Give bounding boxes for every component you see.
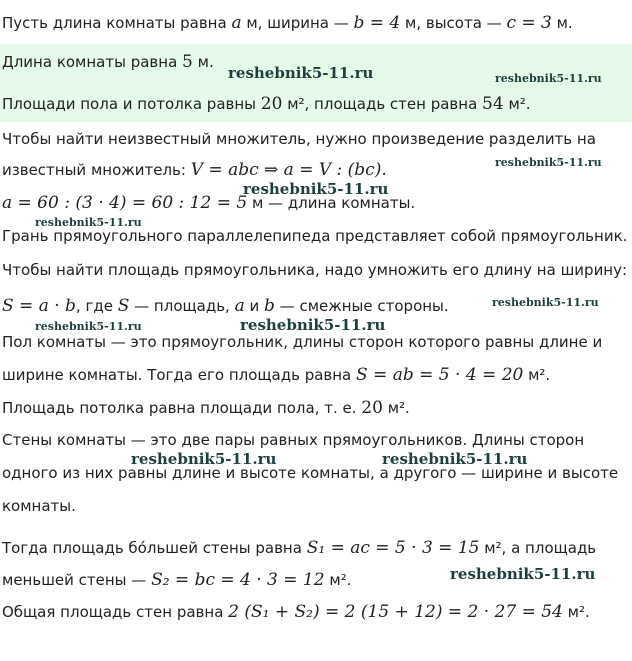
text: и [244,297,265,315]
text: комнаты. [2,497,76,515]
text: м. [551,14,573,32]
math: b = 4 [353,13,401,33]
math: b [264,296,275,316]
text-line-13 [2,430,584,450]
watermark: reshebnik5-11.ru [492,296,599,309]
math: a [234,296,245,316]
text: ширине комнаты. Тогда его площадь равна [2,366,357,384]
text: м². [523,366,551,384]
text: одного из них равны длине и высоте комнаты, а другого — ширине и высоте [2,464,619,482]
text: м². [324,571,352,589]
text-line-18 [2,602,590,622]
text-line-12 [2,398,410,418]
math: a = 60 : (3 · 4) = 60 : 12 = 5 [2,193,248,213]
math: 5 [182,52,193,72]
text-line-16 [2,538,596,558]
text: Общая площадь стен равна [2,603,229,621]
text: Площади пола и потолка равны [2,95,261,113]
text-line-4 [2,129,596,149]
text-line-9 [2,296,449,316]
text: м². [503,95,531,113]
text: Грань прямоугольного параллелепипеда представляет собой прямоугольник. [2,227,628,245]
watermark: reshebnik5-11.ru [240,316,386,334]
text: Чтобы найти неизвестный множитель, нужно произведение разделить на [2,130,596,148]
math: 54 [482,94,504,114]
math: 20 [260,94,283,114]
math: 2 (S₁ + S₂) = 2 (15 + 12) = 2 · 27 = 54 [228,602,563,622]
text-line-8 [2,260,627,280]
text: Чтобы найти площадь прямоугольника, надо умножить его длину на ширину: [2,261,628,279]
math: S₁ = ac = 5 · 3 = 15 [306,538,480,558]
watermark: reshebnik5-11.ru [382,450,528,468]
answer-line-areas [2,94,531,114]
text: — площадь, [129,297,235,315]
text: Площадь потолка равна площади пола, т. е. [2,399,362,417]
watermark: reshebnik5-11.ru [450,565,596,583]
math: c = 3 [506,13,552,33]
text: — смежные стороны. [274,297,449,315]
text-line-7 [2,226,627,246]
text-line-11 [2,365,550,385]
text: Тогда площадь бо́льшей стены равна [2,539,307,557]
text: Длина комнаты равна [2,53,183,71]
math: S = a · b [2,296,76,316]
text: м², площадь стен равна [282,95,483,113]
watermark: reshebnik5-11.ru [495,72,602,85]
text-line-5 [2,160,387,180]
text: м². [382,399,410,417]
text: м, ширина — [241,14,354,32]
text: Пусть длина комнаты равна [2,14,232,32]
watermark: reshebnik5-11.ru [131,450,277,468]
math: S = ab = 5 · 4 = 20 [356,365,524,385]
text: известный множитель: [2,161,191,179]
text-line-10 [2,332,602,352]
text-line-1 [2,13,573,33]
answer-line-length [2,52,214,72]
text: м², а площадь [479,539,597,557]
watermark: reshebnik5-11.ru [243,180,389,198]
watermark: reshebnik5-11.ru [35,216,142,229]
watermark: reshebnik5-11.ru [495,156,602,169]
math: a [231,13,242,33]
watermark: reshebnik5-11.ru [228,64,374,82]
text: м². [562,603,590,621]
math: 20 [361,398,383,418]
text: Пол комнаты — это прямоугольник, длины сторон которого равны длине и [2,333,603,351]
text-line-15 [2,496,76,516]
text: м. [192,53,214,71]
text: Стены комнаты — это две пары равных прямоугольников. Длины сторон [2,431,585,449]
text-line-17 [2,570,351,590]
text: меньшей стены — [2,571,152,589]
watermark: reshebnik5-11.ru [35,320,142,333]
text: м, высота — [400,14,507,32]
text: , где [75,297,118,315]
text: м — длина комнаты. [247,194,416,212]
math: S [117,296,130,316]
math: V = abc ⇒ a = V : (bc). [190,160,387,180]
math: S₂ = bc = 4 · 3 = 12 [151,570,325,590]
